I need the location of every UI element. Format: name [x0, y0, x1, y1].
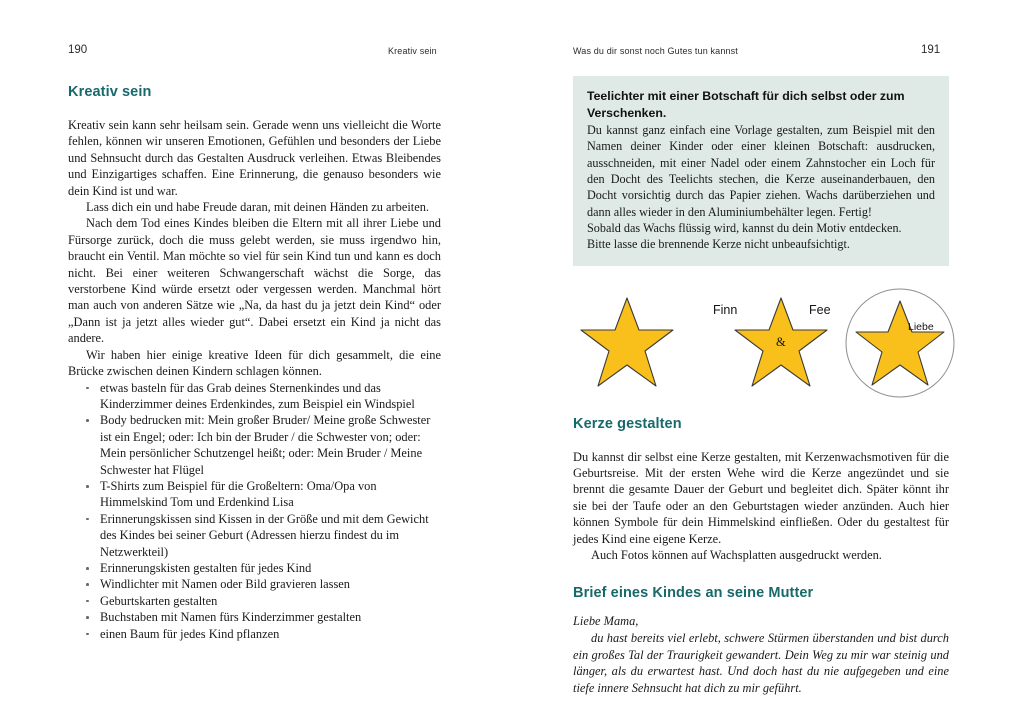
section-brief-eines-kindes: [573, 585, 949, 696]
infobox-paragraph-3: Bitte lasse die brennende Kerze nicht unbeaufsichtigt.: [587, 237, 850, 252]
circle-outline-icon: [845, 288, 955, 398]
list-item: [68, 593, 441, 609]
list-item-label: T-Shirts zum Beispiel für die Großeltern: Oma/Opa von Himmelskind Tom und Erdenkind Lisa: [100, 478, 377, 510]
bullet-icon: [86, 387, 89, 390]
paragraph-1: Kreativ sein kann sehr heilsam sein. Gerade wenn uns vielleicht die Worte fehlen, können wir unseren Emotionen, Gefühlen und besonders der Liebe und Sehnsucht durch das Gestalten Ausdruck verleihen. Etwas Bleibendes und Einzigartiges schaffen. Eine Erinnerung, die genauso besonders wie dein Kind ist und war.: [68, 118, 441, 198]
infobox-lead: Teelichter mit einer Botschaft für dich selbst oder zum Verschenken.: [587, 89, 905, 120]
kerze-paragraph-1: Du kannst dir selbst eine Kerze gestalten, mit Kerzenwachsmotiven für die Geburtsreise. Mit der ersten Wehe wird die Kerze angezündet und sie brennt die gesamte Dauer der Geburt und begleitet dich. Später könnt ihr sie bei der Taufe oder an den Geburtstagen wieder anzünden. Auch hier können Symbole für dein Himmelskind einfließen. Oder du gestaltest für jedes Kind eine eigene Kerze.: [573, 449, 949, 546]
list-item: [68, 560, 441, 576]
star-label-liebe: Liebe: [908, 320, 934, 333]
star-illustrations: [573, 288, 949, 398]
star-liebe-in-circle: [845, 288, 955, 398]
bullet-icon: [86, 567, 89, 570]
paragraph-2: Lass dich ein und habe Freude daran, mit deinen Händen zu arbeiten.: [86, 200, 430, 215]
list-item: [68, 478, 441, 511]
list-item: [68, 576, 441, 592]
infobox-paragraph-2: Sobald das Wachs flüssig wird, kannst du dein Motiv entdecken.: [587, 220, 902, 235]
list-item: [68, 626, 441, 642]
list-item: [68, 511, 441, 560]
list-item-label: einen Baum für jedes Kind pflanzen: [100, 626, 280, 641]
running-head-left: Kreativ sein: [388, 46, 437, 56]
list-item: [68, 380, 441, 413]
bullet-icon: [86, 600, 89, 603]
bullet-icon: [86, 518, 89, 521]
page-number-right: 191: [921, 44, 941, 56]
list-item: [68, 609, 441, 625]
section-heading-kerze-gestalten: Kerze gestalten: [573, 415, 682, 432]
star-label-left: Finn: [713, 302, 738, 317]
letter-body: du hast bereits viel erlebt, schwere Stürmen überstanden und bist durch ein großes Tal der Traurigkeit gewandert. Dein Weg zu mir war steinig und länger, als du erwartest hast. Und doch hast du nie aufgegeben und eine tiefe innere Sehnsucht hat dich zu mir geführt.: [573, 631, 949, 695]
bullet-icon: [86, 583, 89, 586]
list-item-label: Erinnerungskisten gestalten für jedes Kind: [100, 560, 312, 575]
list-item-label: Buchstaben mit Namen fürs Kinderzimmer gestalten: [100, 610, 362, 625]
infobox-paragraph-1: Du kannst ganz einfach eine Vorlage gestalten, zum Beispiel mit den Namen deiner Kinder oder einer kleinen Botschaft: ausdrucken, ausschneiden, mit einer Nadel oder einem Zahnstocher ein Loch für den Docht des Teelichts stechen, die Kerze auseinanderbauen, den Docht vorsichtig durch das Papier ziehen. Wachs darüberziehen und dann alles wieder in den Aluminiumbehälter legen. Fertig!: [587, 123, 935, 219]
paragraph-4: Wir haben hier einige kreative Ideen für dich gesammelt, die eine Brücke zwischen deinen Kindern schlagen können.: [68, 347, 441, 379]
list-item-label: Erinnerungskissen sind Kissen in der Größe und mit dem Gewicht des Kindes bei seiner Geburt (Adressen hierzu findest du im Netzwerkteil): [100, 511, 429, 559]
left-column: [68, 84, 441, 642]
running-head-right: Was du dir sonst noch Gutes tun kannst: [573, 46, 738, 56]
star-finn-fee: [713, 294, 841, 392]
letter-salutation: Liebe Mama,: [573, 614, 639, 629]
infobox-teelichter: [573, 76, 949, 266]
section-kerze-gestalten: [573, 416, 949, 564]
star-plain: [577, 294, 677, 397]
list-item-label: Body bedrucken mit: Mein großer Bruder/ Meine große Schwester ist ein Engel; oder: Ich bin der Bruder / die Schwester von; oder: Mein persönlicher Schutzengel heißt; oder: Mein Bruder / Meine Schwester hat Flügel: [100, 413, 431, 477]
star-label-ampersand: &: [776, 334, 786, 349]
right-column: [573, 76, 949, 696]
bullet-icon: [86, 419, 89, 422]
page-title-kreativ-sein: Kreativ sein: [68, 84, 152, 100]
kerze-paragraph-2: Auch Fotos können auf Wachsplatten ausgedruckt werden.: [591, 548, 882, 562]
list-item-label: Windlichter mit Namen oder Bild gravieren lassen: [100, 577, 350, 592]
star-label-right: Fee: [809, 302, 831, 317]
right-page: [510, 0, 1020, 724]
list-item: [68, 412, 441, 478]
bullet-icon: [86, 485, 89, 488]
bullet-icon: [86, 616, 89, 619]
list-item-label: Geburtskarten gestalten: [100, 593, 218, 608]
creative-ideas-list: [68, 380, 441, 643]
page-number-left: 190: [68, 44, 88, 56]
star-icon: [577, 294, 677, 392]
section-heading-brief: Brief eines Kindes an seine Mutter: [573, 585, 814, 602]
bullet-icon: [86, 633, 89, 636]
paragraph-3: Nach dem Tod eines Kindes bleiben die Eltern mit all ihrer Liebe und Fürsorge zurück, doch die muss gelebt werden, sie muss irgendwo hin, braucht ein Ventil. Man möchte so viel für sein Kind tun und kann es doch nicht. Bei einer weiteren Schwangerschaft wächst die Sorge, das verstorbene Kind würde ersetzt oder vergessen werden. Manchmal hört man auch von anderen Sätze wie „Na, da hast du ja jetzt dein Kind“ oder „Dann ist ja jetzt alles wieder gut“. Dabei ersetzt ein Kind ja nicht das andere.: [68, 216, 441, 346]
list-item-label: etwas basteln für das Grab deines Sternenkindes und das Kinderzimmer deines Erdenkindes, zum Beispiel ein Windspiel: [100, 380, 415, 411]
